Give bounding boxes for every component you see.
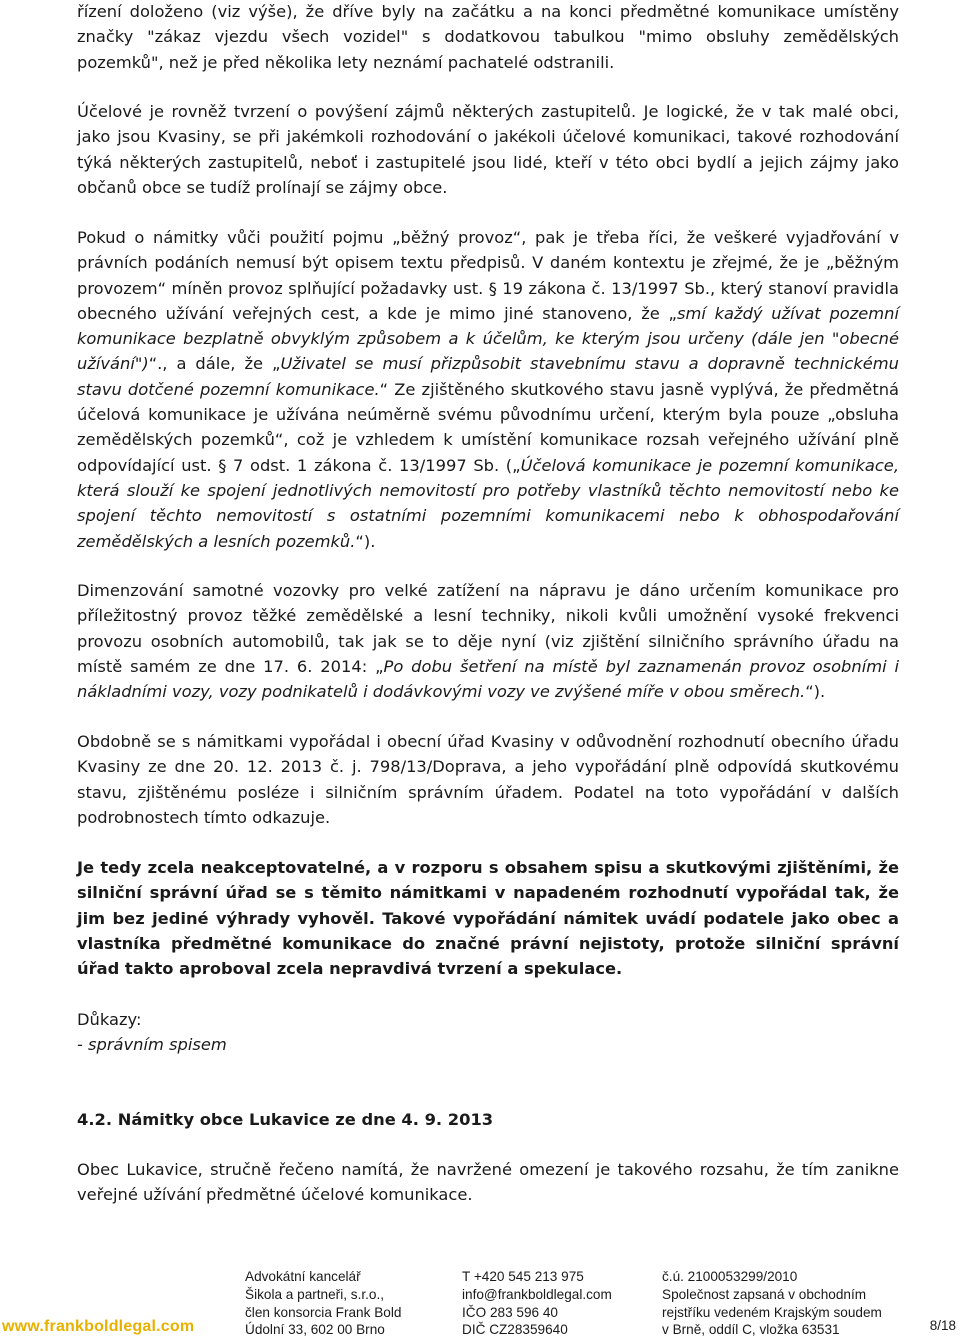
- footer-registration-line: rejstříku vedeném Krajským soudem: [662, 1304, 882, 1320]
- footer-company-line: člen konsorcia Frank Bold: [245, 1304, 402, 1320]
- footer-company-line: Advokátní kancelář: [245, 1269, 361, 1284]
- paragraph-5: Obdobně se s námitkami vypořádal i obecní úřad Kvasiny v odůvodnění rozhodnutí obecního úřadu Kvasiny ze dne 20. 12. 2013 č. j. 798/13/Doprava, a jeho vypořádání plně odpovídá skutkovému stavu, zjištěnému posléze i silničním správním úřadem. Podatel na toto vypořádání v dalších podrobnostech tímto odkazuje.: [77, 732, 899, 827]
- paragraph-3-text-g: “).: [355, 531, 376, 551]
- paragraph-3-quote-3: Účelová komunikace je pozemní komunikace, která slouží ke spojení jednotlivých nemovitostí pro potřeby vlastníků těchto nemovitostí nebo ke spojení těchto nemovitostí s ostatními pozemními komunikacemi nebo k obhospodařování zemědělských a lesních pozemků.: [77, 455, 899, 551]
- paragraph-3-quote-1: smí každý užívat pozemní komunikace bezplatně obvyklým způsobem a k účelům, ke kterým jsou určeny (dále jen "obecné užívání"): [77, 303, 900, 374]
- page-footer: [0, 1262, 960, 1340]
- footer-phone: T +420 545 213 975: [462, 1269, 584, 1284]
- paragraph-4: [77, 578, 899, 704]
- paragraph-7: Obec Lukavice, stručně řečeno namítá, že navržené omezení je takového rozsahu, že tím zanikne veřejné užívání předmětné účelové komunikace.: [77, 1160, 899, 1205]
- footer-company-line: Údolní 33, 602 00 Brno: [245, 1322, 385, 1338]
- page-number: 8/18: [929, 1318, 956, 1333]
- footer-email[interactable]: info@frankboldlegal.com: [462, 1286, 612, 1302]
- paragraph-3-text-c: “., a dále, že „: [148, 354, 281, 374]
- evidence-label: Důkazy:: [77, 1010, 142, 1029]
- section-heading: 4.2. Námitky obce Lukavice ze dne 4. 9. 2013: [77, 1110, 494, 1129]
- footer-ico: IČO 283 596 40: [462, 1304, 558, 1320]
- footer-registration-info: [662, 1268, 882, 1339]
- footer-registration-line: Společnost zapsaná v obchodním: [662, 1286, 867, 1302]
- footer-website-link[interactable]: www.frankboldlegal.com: [2, 1318, 195, 1335]
- footer-registration-line: č.ú. 2100053299/2010: [662, 1269, 798, 1284]
- footer-company-info: [245, 1268, 401, 1339]
- paragraph-3: [77, 225, 899, 554]
- footer-contact-info: [462, 1268, 612, 1339]
- footer-company-line: Šikola a partneři, s.r.o.,: [245, 1286, 385, 1302]
- paragraph-1: řízení doloženo (viz výše), že dříve byly na začátku a na konci předmětné komunikace umístěny značky "zákaz vjezdu všech vozidel" s dodatkovou tabulkou "mimo obsluhy zemědělských pozemků", než je před několika lety neznámí pachatelé odstranili.: [77, 2, 899, 72]
- evidence-item: - správním spisem: [77, 1035, 227, 1054]
- paragraph-3-quote-2: Uživatel se musí přizpůsobit stavebnímu stavu a dopravně technickému stavu dotčené pozemní komunikace.: [77, 354, 899, 399]
- paragraph-4-quote: Po dobu šetření na místě byl zaznamenán provoz osobními i nákladními vozy, vozy podnikatelů i dodávkovými vozy ve zvýšené míře v obou směrech.: [77, 656, 899, 702]
- paragraph-6-bold: Je tedy zcela neakceptovatelné, a v rozporu s obsahem spisu a skutkovými zjištěními, že silniční správní úřad se s těmito námitkami v napadeném rozhodnutí vypořádal tak, že jim bez jediné výhrady vyhověl. Takové vypořádání námitek uvádí podatele jako obec a vlastníka předmětné komunikace do značné právní nejistoty, protože silniční správní úřad takto aproboval zcela nepravdivá tvrzení a spekulace.: [77, 858, 899, 979]
- paragraph-4-text-c: “).: [805, 682, 826, 702]
- paragraph-3-text-a: Pokud o námitky vůči použití pojmu „běžný provoz“, pak je třeba říci, že veškeré vyjadřování v právních podáních nemusí být opisem textu předpisů. V daném kontextu je zřejmé, že je „běžným provozem“ míněn provoz splňující požadavky ust. § 19 zákona č. 13/1997 Sb., který stanoví pravidla obecného užívání veřejných cest, a kde je mimo jiné stanoveno, že „: [77, 228, 899, 323]
- paragraph-3-text-e: “ Ze zjištěného skutkového stavu jasně vyplývá, že předmětná účelová komunikace je užívána neúměrně svému původnímu určení, kterým byla pouze „obsluha zemědělských pozemků“, což je vzhledem k umístění komunikace rozsah veřejného užívání plně odpovídající ust. § 7 odst. 1 zákona č. 13/1997 Sb. („: [77, 379, 900, 475]
- footer-dic: DIČ CZ28359640: [462, 1322, 568, 1338]
- paragraph-4-text-a: Dimenzování samotné vozovky pro velké zatížení na nápravu je dáno určením komunikace pro příležitostný provoz těžké zemědělské a lesní techniky, nikoli kvůli umožnění vysoké frekvenci provozu osobních automobilů, tak jak se to děje nyní (viz zjištění silničního správního úřadu na místě samém ze dne 17. 6. 2014: „: [77, 581, 899, 676]
- footer-registration-line: v Brně, oddíl C, vložka 63531: [662, 1322, 840, 1338]
- paragraph-2: Účelové je rovněž tvrzení o povýšení zájmů některých zastupitelů. Je logické, že v tak malé obci, jako jsou Kvasiny, se při jakémkoli rozhodování o jakékoli účelové komunikaci, takové rozhodování týká některých zastupitelů, neboť i zastupitelé jsou lidé, kteří v této obci bydlí a jejich zájmy jako občanů obce se tudíž prolínají se zájmy obce.: [77, 102, 899, 197]
